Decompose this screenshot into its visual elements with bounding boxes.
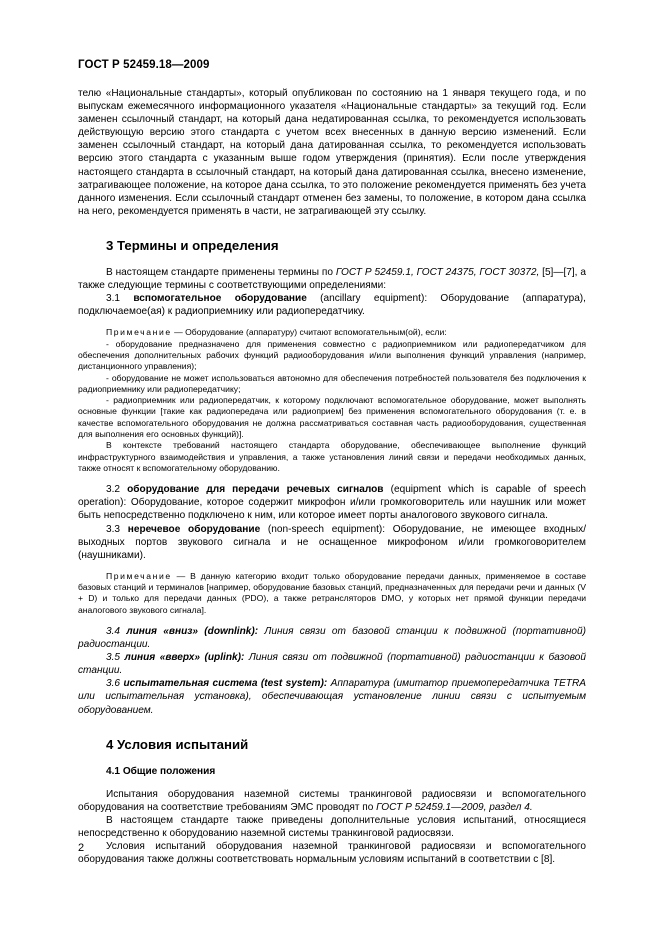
- intro-text: В настоящем стандарте применены термины по: [106, 267, 336, 279]
- note-1-item: - оборудование предназначено для применения совместно с радиоприемником или радиопередатчиком для обеспечения дополнительных рабочих функций радиооборудования и/или выполнения функций управления (например, дистанционного управления);: [78, 338, 586, 372]
- intro-paragraph: телю «Национальные стандарты», который опубликован по состоянию на 1 января текущего года, и по выпускам ежемесячного информационного указателя «Национальные стандарты» за текущий год. Если заменен ссылочный стандарт, на который дана недатированная ссылка, то рекомендуется использовать действующую версию этого стандарта с учетом всех внесенных в данную версию изменений. Если заменен ссылочный стандарт, на который дана датированная ссылка, то рекомендуется использовать версию этого стандарта с указанным выше годом утверждения (принятия). Если после утверждения настоящего стандарта в ссылочный стандарт, на который дана датированная ссылка, внесено изменение, затрагивающее положение, на которое дана ссылка, то это положение рекомендуется применять без учета данного изменения. Если ссылочный стандарт отменен без замены, то положение, в котором дана ссылка на него, рекомендуется применять в части, не затрагивающей эту ссылку.: [78, 88, 586, 217]
- note-1-item: - оборудование не может использоваться автономно для обеспечения потребностей пользователя без подключения к радиоприемнику или радиопередатчику;: [78, 372, 586, 394]
- term-3-5: [78, 651, 586, 677]
- note-1-extra: В контексте требований настоящего стандарта оборудование, обеспечивающее выполнение функций инфраструктурного взаимодействия и управления, а также установления линий связи и передачи необходимых данных, также относят к вспомогательному оборудованию.: [78, 440, 586, 473]
- term-number: 3.4: [106, 626, 127, 638]
- term-3-3: [78, 523, 586, 562]
- note-text: — Оборудование (аппаратуру) считают вспомогательным(ой), если:: [171, 327, 447, 338]
- section-4-1-heading: 4.1 Общие положения: [106, 765, 216, 777]
- note-label: Примечание: [106, 570, 172, 581]
- term-definition: Линия связи от подвижной (портативной) радиостанции к базовой станции.: [78, 652, 587, 677]
- term-3-1: [78, 292, 586, 318]
- term-definition: (ancillary equipment): Оборудование (аппаратура), подключаемое(ая) к радиоприемнику или радиопередатчику.: [78, 293, 586, 318]
- term-name: линия «вниз» (downlink):: [126, 626, 259, 638]
- page-content: [78, 87, 586, 866]
- term-definition: (equipment which is capable of speech operation): Оборудование, которое содержит микрофон и/или громкоговоритель или наушник или может быть непосредственно подключено к ним, или которое имеет порты аналогового звукового сигнала.: [78, 484, 586, 522]
- term-name: оборудование для передачи речевых сигналов: [127, 484, 384, 496]
- section-4-paragraph-1: [78, 788, 586, 814]
- section-4-paragraph-2: В настоящем стандарте также приведены дополнительные условия испытаний, относящиеся непосредственно к оборудованию наземной системы транкинговой радиосвязи.: [78, 815, 586, 840]
- term-number: 3.2: [106, 484, 128, 496]
- note-1-item: - радиоприемник или радиопередатчик, к которому подключают вспомогательное оборудование, может выполнять основные функции [такие как радиопередача или радиоприем] без применения вспомогательного оборудования (т. е. в качестве вспомогательного оборудования не должна рассматриваться составная часть радиооборудования, существенная для выполнения его основных функций)].: [78, 395, 586, 440]
- intro-references: ГОСТ Р 52459.1, ГОСТ 24375, ГОСТ 30372,: [335, 267, 540, 279]
- term-definition: Линия связи от базовой станции к подвижной (портативной) радиостанции.: [78, 626, 586, 651]
- page-number: 2: [78, 842, 85, 854]
- paragraph-text: Испытания оборудования наземной системы транкинговой радиосвязи и вспомогательного оборудования на соответствие требованиям ЭМС проводят по: [78, 788, 586, 813]
- term-name: испытательная система (test system):: [123, 678, 328, 690]
- term-3-6: [78, 677, 586, 716]
- term-3-4: [78, 625, 586, 651]
- term-number: 3.5: [106, 652, 125, 664]
- term-number: 3.6: [106, 678, 124, 690]
- section-4-paragraph-3: Условия испытаний оборудования наземной транкинговой радиосвязи и вспомогательного оборудования также должны соответствовать нормальным условиям испытаний в соответствии с [8].: [78, 841, 586, 866]
- term-number: 3.3: [106, 523, 128, 535]
- note-2: [78, 571, 586, 616]
- term-definition: (non-speech equipment): Оборудование, не имеющее входных/выходных портов звукового сигнала и не оснащенное микрофоном и/или громкоговорителем (наушниками).: [78, 523, 586, 561]
- term-number: 3.1: [106, 293, 134, 305]
- section-3-intro: [78, 266, 586, 292]
- term-definition: Аппаратура (имитатор приемопередатчика TETRA или испытательная установка), обеспечивающая установление линии связи с испытуемым оборудованием.: [78, 678, 586, 716]
- term-name: вспомогательное оборудование: [133, 293, 307, 305]
- term-3-2: [78, 483, 586, 522]
- note-1: [78, 327, 586, 338]
- note-text: — В данную категорию входит только оборудование передачи данных, применяемое в составе базовых станций и терминалов [например, оборудование базовых станций, предназначенных для передачи речи и данных (V + D) и только для передачи данных (PDO), а также ретрансляторов DMO, у которых нет прямой функции передачи аналогового звукового сигнала].: [78, 570, 586, 615]
- section-3-heading: 3 Термины и определения: [106, 237, 279, 253]
- term-name: неречевое оборудование: [127, 523, 261, 535]
- note-label: Примечание: [106, 327, 172, 338]
- paragraph-reference: ГОСТ Р 52459.1—2009, раздел 4.: [376, 801, 533, 813]
- term-name: линия «вверх» (uplink):: [124, 652, 245, 664]
- document-header: ГОСТ Р 52459.18—2009: [78, 59, 210, 71]
- section-4-heading: 4 Условия испытаний: [106, 736, 249, 752]
- intro-text-tail: [5]—[7], а также следующие термины с соответствующими определениями:: [78, 267, 586, 292]
